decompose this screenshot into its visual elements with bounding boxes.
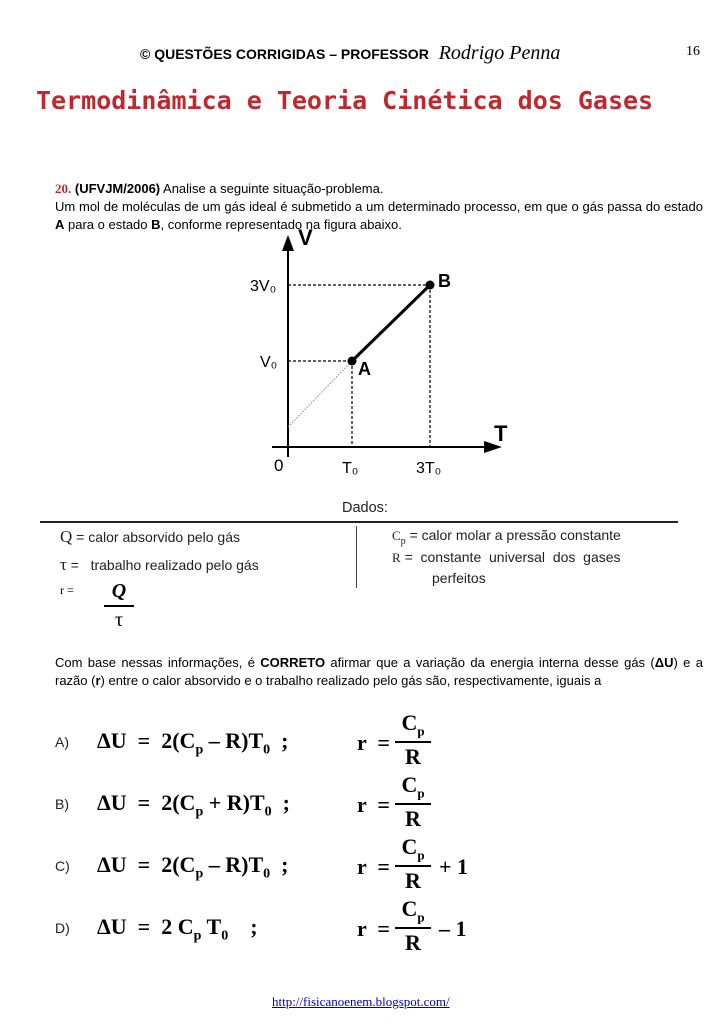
option-a[interactable]	[55, 710, 655, 776]
x-tick-t0: T₀	[342, 460, 359, 477]
page-number: 16	[686, 44, 700, 59]
prompt-text-4: ) entre o calor absorvido e o trabalho realizado pelo gás são, respectivamente, iguais a	[100, 673, 602, 688]
option-r-fraction: $C_p$ R	[395, 896, 431, 956]
prompt-correto: CORRETO	[260, 655, 326, 670]
extrapolation-line	[288, 361, 352, 427]
origin-label: 0	[274, 456, 284, 475]
dados-column-divider	[356, 526, 357, 588]
option-tail: + 1	[439, 854, 469, 879]
page-title: Termodinâmica e Teoria Cinética dos Gases	[36, 86, 654, 115]
dados-title: Dados:	[342, 500, 388, 516]
y-tick-v0: V₀	[260, 354, 278, 371]
legend-q	[60, 527, 240, 547]
r-definition: = constante universal dos gases	[404, 549, 621, 565]
footer-link[interactable]: http://fisicanoenem.blogspot.com/	[272, 994, 450, 1009]
tau-symbol: τ	[60, 555, 67, 574]
question-prompt	[55, 654, 703, 690]
legend-cp	[392, 527, 621, 547]
vt-graph	[240, 225, 520, 485]
point-b	[426, 281, 435, 290]
prompt-r: r	[95, 673, 101, 688]
r-fraction	[104, 580, 134, 630]
question-text-3: , conforme representado na figura abaixo.	[160, 217, 402, 232]
option-d[interactable]	[55, 896, 655, 962]
state-b-label: B	[151, 217, 161, 232]
process-line	[352, 285, 430, 361]
q-definition: = calor absorvido pelo gás	[76, 529, 240, 545]
legend-tau	[60, 555, 259, 575]
option-du: ΔU = 2 $C_p$ $T_0$ ;	[97, 914, 258, 944]
option-r-fraction: $C_p$ R	[395, 834, 431, 894]
point-b-label: B	[438, 271, 451, 291]
option-du: $\Delta U = 2(C_p - R)T_0$ ;	[97, 852, 289, 882]
y-axis-label: V	[298, 225, 313, 250]
prompt-text-3: ) e a razão (	[55, 655, 703, 688]
option-r-fraction: $C_p$ R	[395, 772, 431, 832]
option-r: r =	[357, 730, 390, 755]
r-symbol: r =	[60, 583, 74, 597]
y-axis-arrow	[282, 235, 294, 251]
option-b[interactable]	[55, 772, 655, 838]
header-text: © QUESTÕES CORRIGIDAS – PROFESSOR	[140, 46, 429, 62]
dados-divider	[40, 521, 678, 523]
option-tail: – 1	[439, 916, 467, 941]
page-header	[140, 42, 560, 65]
option-c[interactable]	[55, 834, 655, 900]
fraction-bar	[104, 605, 134, 607]
q-symbol: Q	[60, 527, 73, 546]
question-source: (UFVJM/2006)	[74, 181, 161, 196]
x-tick-3t0: 3T₀	[416, 460, 442, 477]
question-number: 20.	[55, 181, 72, 196]
question-intro: Analise a seguinte situação-problema.	[163, 181, 384, 196]
author-signature: Rodrigo Penna	[438, 42, 561, 64]
r-constant-symbol: R	[392, 550, 401, 565]
option-letter: C)	[55, 858, 70, 874]
question-text-1: Um mol de moléculas de um gás ideal é submetido a um determinado processo, em que o gás passa do estado	[55, 199, 703, 214]
point-a	[348, 357, 357, 366]
option-letter: D)	[55, 920, 70, 936]
option-letter: B)	[55, 796, 69, 812]
tau-definition: = trabalho realizado pelo gás	[70, 557, 259, 573]
option-du: $\Delta U = 2(C_p - R)T_0$ ;	[97, 728, 289, 758]
prompt-du: ΔU	[654, 655, 674, 670]
prompt-text-2: afirmar que a variação da energia interna desse gás (	[325, 655, 655, 670]
state-a-label: A	[55, 217, 65, 232]
cp-subscript: p	[400, 535, 406, 547]
option-r: r =	[357, 916, 390, 941]
option-letter: A)	[55, 734, 69, 750]
r-definition-cont: perfeitos	[432, 570, 486, 586]
r-numerator: Q	[111, 580, 127, 602]
cp-symbol: C	[392, 528, 401, 543]
x-axis-label: T	[494, 421, 508, 446]
y-tick-3v0: 3V₀	[250, 278, 277, 295]
point-a-label: A	[358, 359, 371, 379]
option-r: r =	[357, 854, 390, 879]
r-denominator: τ	[114, 609, 124, 631]
prompt-text-1: Com base nessas informações, é	[55, 655, 261, 670]
option-r: r =	[357, 792, 390, 817]
question-text-2: para o estado	[64, 217, 152, 232]
legend-r	[392, 549, 621, 566]
cp-definition: = calor molar a pressão constante	[409, 527, 621, 543]
option-du: $\Delta U = 2(C_p + R)T_0$ ;	[97, 790, 290, 820]
option-r-fraction: $C_p$ R	[395, 710, 431, 770]
